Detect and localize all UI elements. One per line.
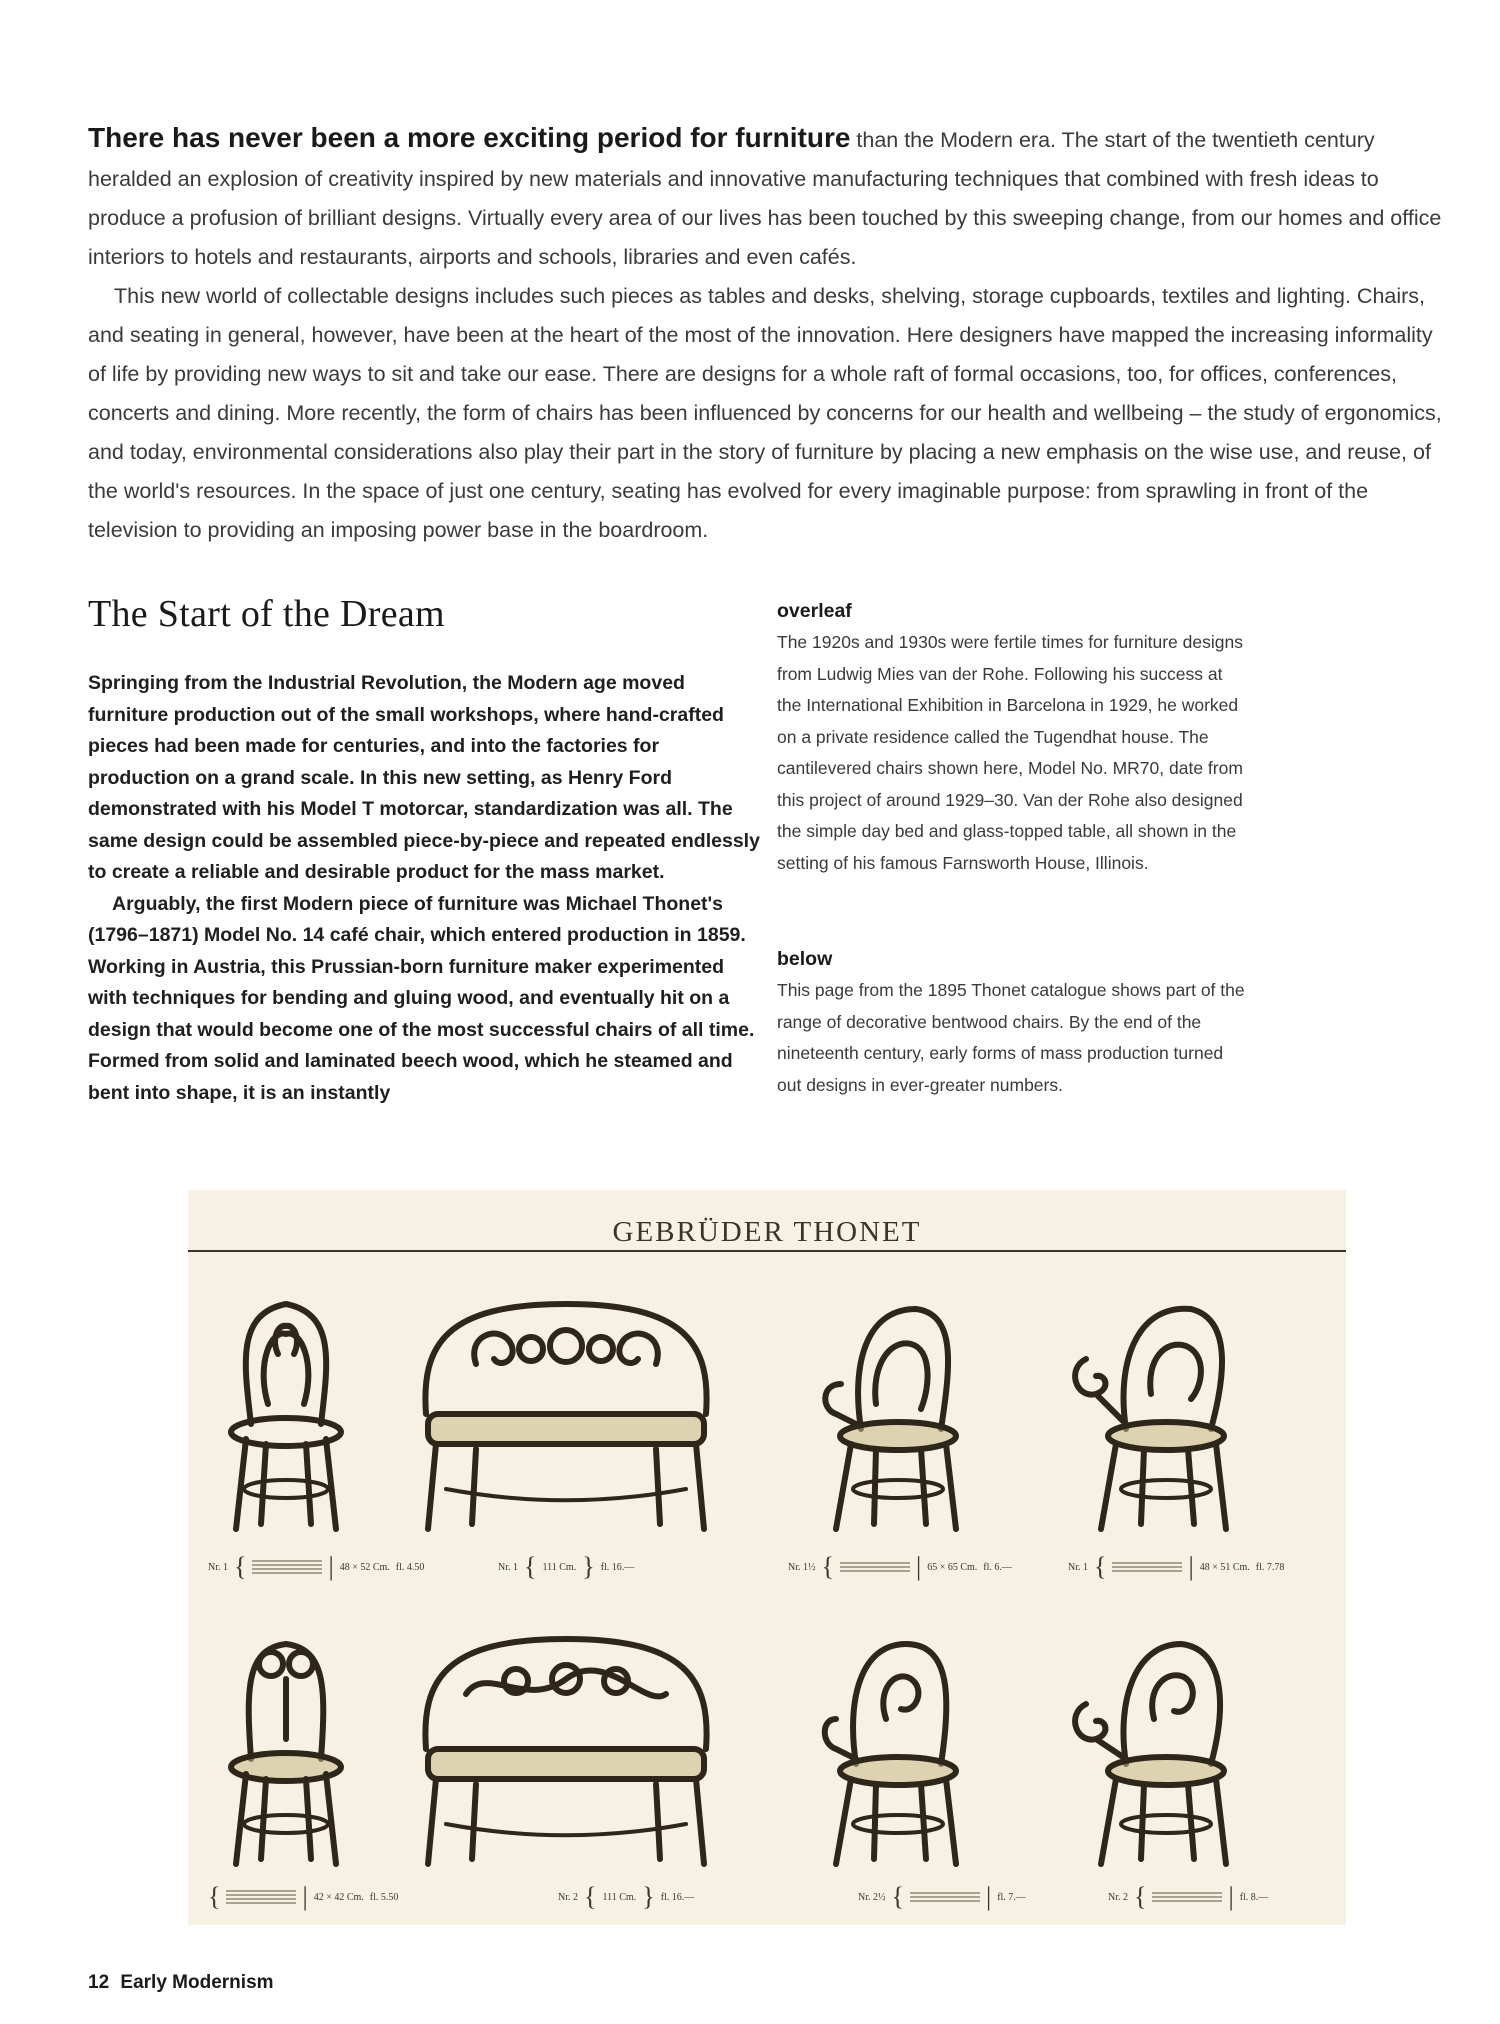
caption-below-text: This page from the 1895 Thonet catalogue shows part of the range of decorative bentwood chairs. By the end of the nineteenth century, early forms of mass production turned out designs in ever-greater numbers. bbox=[777, 980, 1245, 1095]
settee-illustration-1 bbox=[406, 1274, 726, 1534]
label-nr: Nr. 1 bbox=[1068, 1561, 1088, 1573]
label-text-lines bbox=[226, 1888, 296, 1906]
label-dim: 111 Cm. bbox=[542, 1561, 577, 1573]
intro-paragraph-1 bbox=[88, 118, 1448, 277]
catalogue-label-7 bbox=[858, 1884, 1026, 1910]
label-dim: 111 Cm. bbox=[602, 1891, 637, 1903]
label-text-lines bbox=[252, 1558, 322, 1576]
label-dim: 65 × 65 Cm. bbox=[927, 1561, 978, 1573]
label-text-lines bbox=[840, 1560, 910, 1574]
intro-paragraph-2: This new world of collectable designs includes such pieces as tables and desks, shelving, storage cupboards, textiles and lighting. Chairs, and seating in general, however, have been at the heart of the most of the innovation. Here designers have mapped the increasing informality of life by providing new ways to sit and take our ease. There are designs for a whole raft of formal occasions, too, for offices, conferences, concerts and dining. More recently, the form of chairs has been influenced by concerns for our health and wellbeing – the study of ergonomics, and today, environmental considerations also play their part in the story of furniture by placing a new emphasis on the wise use, and reuse, of the world's resources. In the space of just one century, seating has evolved for every imaginable purpose: from sprawling in front of the television to providing an imposing power base in the boardroom. bbox=[88, 284, 1442, 542]
label-text-lines bbox=[910, 1890, 980, 1904]
label-price: fl. 4.50 bbox=[395, 1561, 425, 1573]
label-nr: Nr. 2½ bbox=[858, 1891, 886, 1903]
label-price: fl. 16.— bbox=[600, 1561, 635, 1573]
label-price: fl. 5.50 bbox=[369, 1891, 399, 1903]
intro-text bbox=[88, 118, 1448, 550]
label-dim: 42 × 42 Cm. bbox=[313, 1891, 364, 1903]
label-price: fl. 16.— bbox=[660, 1891, 695, 1903]
chair-illustration-side-2 bbox=[216, 1619, 356, 1869]
brace-icon: { bbox=[1094, 1552, 1107, 1581]
label-nr: Nr. 2 bbox=[1108, 1891, 1128, 1903]
thonet-catalogue-plate bbox=[188, 1190, 1346, 1925]
page-footer bbox=[88, 1972, 274, 1994]
armchair-illustration-4 bbox=[1066, 1619, 1236, 1869]
label-dim: 48 × 51 Cm. bbox=[1199, 1561, 1250, 1573]
caption-overleaf-heading: overleaf bbox=[777, 600, 852, 622]
brace-icon: | bbox=[328, 1552, 334, 1581]
plate-grid bbox=[188, 1254, 1346, 1924]
footer-section-name: Early Modernism bbox=[120, 1972, 274, 1993]
intro-lead-rest: than the Modern era. The start of the twentieth century heralded an explosion of creativity inspired by new materials and innovative manufacturing techniques that combined with fresh ideas to produce a profusion of brilliant designs. Virtually every area of our lives has been touched by this sweeping change, from our homes and office interiors to hotels and restaurants, airports and schools, libraries and even cafés. bbox=[88, 128, 1442, 269]
caption-overleaf-text: The 1920s and 1930s were fertile times for furniture designs from Ludwig Mies van der Rohe. Following his success at the International Exhibition in Barcelona in 1929, he worked on a private residence called the Tugendhat house. The cantilevered chairs shown here, Model No. MR70, date from this project of around 1929–30. Van der Rohe also designed the simple day bed and glass-topped table, all shown in the setting of his famous Farnsworth House, Illinois. bbox=[777, 632, 1243, 873]
brace-icon: { bbox=[821, 1552, 834, 1581]
main-column bbox=[88, 668, 763, 1109]
caption-below bbox=[777, 948, 1247, 1101]
brace-icon: } bbox=[642, 1882, 655, 1911]
settee-illustration-2 bbox=[406, 1609, 726, 1869]
brace-icon: | bbox=[1228, 1882, 1234, 1911]
brace-icon: | bbox=[915, 1552, 922, 1581]
label-nr: Nr. 2 bbox=[558, 1891, 578, 1903]
label-dim: 48 × 52 Cm. bbox=[339, 1561, 390, 1573]
armchair-illustration-3 bbox=[806, 1619, 966, 1869]
catalogue-label-8 bbox=[1108, 1884, 1268, 1910]
brace-icon: { bbox=[1134, 1882, 1147, 1911]
main-paragraph-1: Springing from the Industrial Revolution, the Modern age moved furniture production out of the small workshops, where hand-crafted pieces had been made for centuries, and into the factories for production on a grand scale. In this new setting, as Henry Ford demonstrated with his Model T motorcar, standardization was all. The same design could be assembled piece-by-piece and repeated endlessly to create a reliable and desirable product for the mass market. bbox=[88, 672, 760, 883]
brace-icon: | bbox=[985, 1882, 992, 1911]
catalogue-label-4 bbox=[1068, 1554, 1284, 1580]
catalogue-label-6 bbox=[558, 1884, 694, 1910]
label-nr: Nr. 1 bbox=[498, 1561, 518, 1573]
brace-icon: { bbox=[524, 1552, 537, 1581]
label-price: fl. 7.78 bbox=[1255, 1561, 1285, 1573]
label-nr: Nr. 1½ bbox=[788, 1561, 816, 1573]
armchair-illustration-2 bbox=[1066, 1284, 1236, 1534]
label-price: fl. 8.— bbox=[1239, 1891, 1269, 1903]
label-text-lines bbox=[1152, 1890, 1222, 1904]
brace-icon: { bbox=[584, 1882, 597, 1911]
catalogue-label-5 bbox=[208, 1884, 398, 1910]
label-nr: Nr. 1 bbox=[208, 1561, 228, 1573]
armchair-illustration-1 bbox=[806, 1284, 966, 1534]
brace-icon: | bbox=[1188, 1552, 1194, 1581]
label-price: fl. 7.— bbox=[997, 1891, 1026, 1903]
brace-icon: { bbox=[234, 1552, 247, 1581]
intro-lead: There has never been a more exciting period for furniture bbox=[88, 122, 851, 153]
label-price: fl. 6.— bbox=[983, 1561, 1012, 1573]
brace-icon: { bbox=[208, 1882, 221, 1911]
section-title: The Start of the Dream bbox=[88, 593, 445, 635]
brace-icon: { bbox=[891, 1882, 904, 1911]
catalogue-label-2 bbox=[498, 1554, 634, 1580]
catalogue-label-3 bbox=[788, 1554, 1012, 1580]
catalogue-label-1 bbox=[208, 1554, 424, 1580]
plate-title: GEBRÜDER THONET bbox=[612, 1216, 922, 1248]
brace-icon: | bbox=[302, 1882, 308, 1911]
plate-rule bbox=[188, 1250, 1346, 1252]
brace-icon: } bbox=[582, 1552, 595, 1581]
caption-overleaf bbox=[777, 600, 1247, 879]
caption-below-heading: below bbox=[777, 948, 833, 970]
main-paragraph-2: Arguably, the first Modern piece of furniture was Michael Thonet's (1796–1871) Model No. 14 café chair, which entered production in 1859. Working in Austria, this Prussian-born furniture maker experimented with techniques for bending and gluing wood, and eventually hit on a design that would become one of the most successful chairs of all time. Formed from solid and laminated beech wood, which he steamed and bent into shape, it is an instantly bbox=[88, 892, 755, 1104]
label-text-lines bbox=[1112, 1560, 1182, 1574]
chair-illustration-side bbox=[216, 1284, 356, 1534]
page-number: 12 bbox=[88, 1972, 110, 1993]
